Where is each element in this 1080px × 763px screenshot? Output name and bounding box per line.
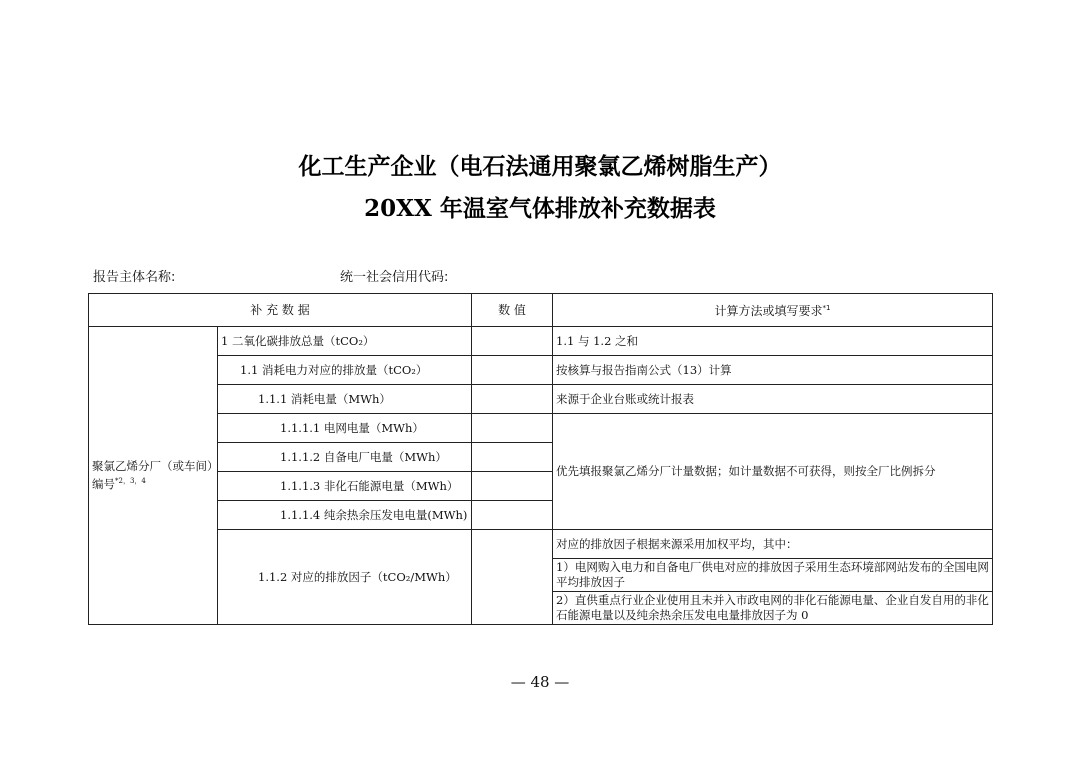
value-cell[interactable]: [472, 414, 553, 443]
factor-method: 2）直供重点行业企业使用且未并入市政电网的非化石能源电量、企业自发自用的非化石能源电量以及纯余热余压发电电量排放因子为 0: [553, 592, 993, 625]
document-title-line2: 20XX 年温室气体排放补充数据表: [364, 195, 716, 222]
reporter-name-label: 报告主体名称:: [93, 270, 176, 285]
table-header-row: [89, 294, 993, 327]
table-row: [89, 385, 993, 414]
row-item: 1.1.1.2 自备电厂电量（MWh）: [218, 443, 472, 472]
value-cell[interactable]: [472, 356, 553, 385]
value-cell[interactable]: [472, 327, 553, 356]
header-method: [553, 294, 993, 327]
group-label-sup: *2，3，4: [115, 477, 146, 485]
row-method: 来源于企业台账或统计报表: [553, 385, 993, 414]
header-data: 补 充 数 据: [89, 294, 472, 327]
table-row: [89, 327, 993, 356]
merged-method: 优先填报聚氯乙烯分厂计量数据；如计量数据不可获得，则按全厂比例拆分: [553, 414, 993, 530]
page-number: — 48 —: [510, 673, 570, 691]
row-method: 1.1 与 1.2 之和: [553, 327, 993, 356]
table-row: [89, 356, 993, 385]
row-item: 1.1.1.3 非化石能源电量（MWh）: [218, 472, 472, 501]
factor-value-cell[interactable]: [472, 530, 553, 625]
document-title-line1: 化工生产企业（电石法通用聚氯乙烯树脂生产）: [298, 153, 782, 180]
value-cell[interactable]: [472, 443, 553, 472]
row-method: 按核算与报告指南公式（13）计算: [553, 356, 993, 385]
factor-item: 1.1.2 对应的排放因子（tCO₂/MWh）: [218, 530, 472, 625]
group-label: 聚氯乙烯分厂（或车间）编号: [92, 459, 213, 491]
group-label-cell: [89, 327, 218, 625]
factor-method: 1）电网购入电力和自备电厂供电对应的排放因子采用生态环境部网站发布的全国电网平均排放因子: [553, 559, 993, 592]
row-item: 1.1.1.4 纯余热余压发电电量(MWh): [218, 501, 472, 530]
supplementary-data-table: [88, 293, 993, 625]
credit-code-label: 统一社会信用代码:: [340, 270, 449, 285]
value-cell[interactable]: [472, 385, 553, 414]
row-item: 1 二氧化碳排放总量（tCO₂）: [218, 327, 472, 356]
row-item: 1.1.1 消耗电量（MWh）: [218, 385, 472, 414]
table-row: [89, 530, 993, 559]
table-row: [89, 414, 993, 443]
header-method-text: 计算方法或填写要求: [714, 304, 823, 318]
factor-method: 对应的排放因子根据来源采用加权平均，其中：: [553, 530, 993, 559]
header-method-sup: *1: [822, 304, 831, 312]
header-value: 数 值: [472, 294, 553, 327]
value-cell[interactable]: [472, 472, 553, 501]
row-item: 1.1.1.1 电网电量（MWh）: [218, 414, 472, 443]
value-cell[interactable]: [472, 501, 553, 530]
row-item: 1.1 消耗电力对应的排放量（tCO₂）: [218, 356, 472, 385]
